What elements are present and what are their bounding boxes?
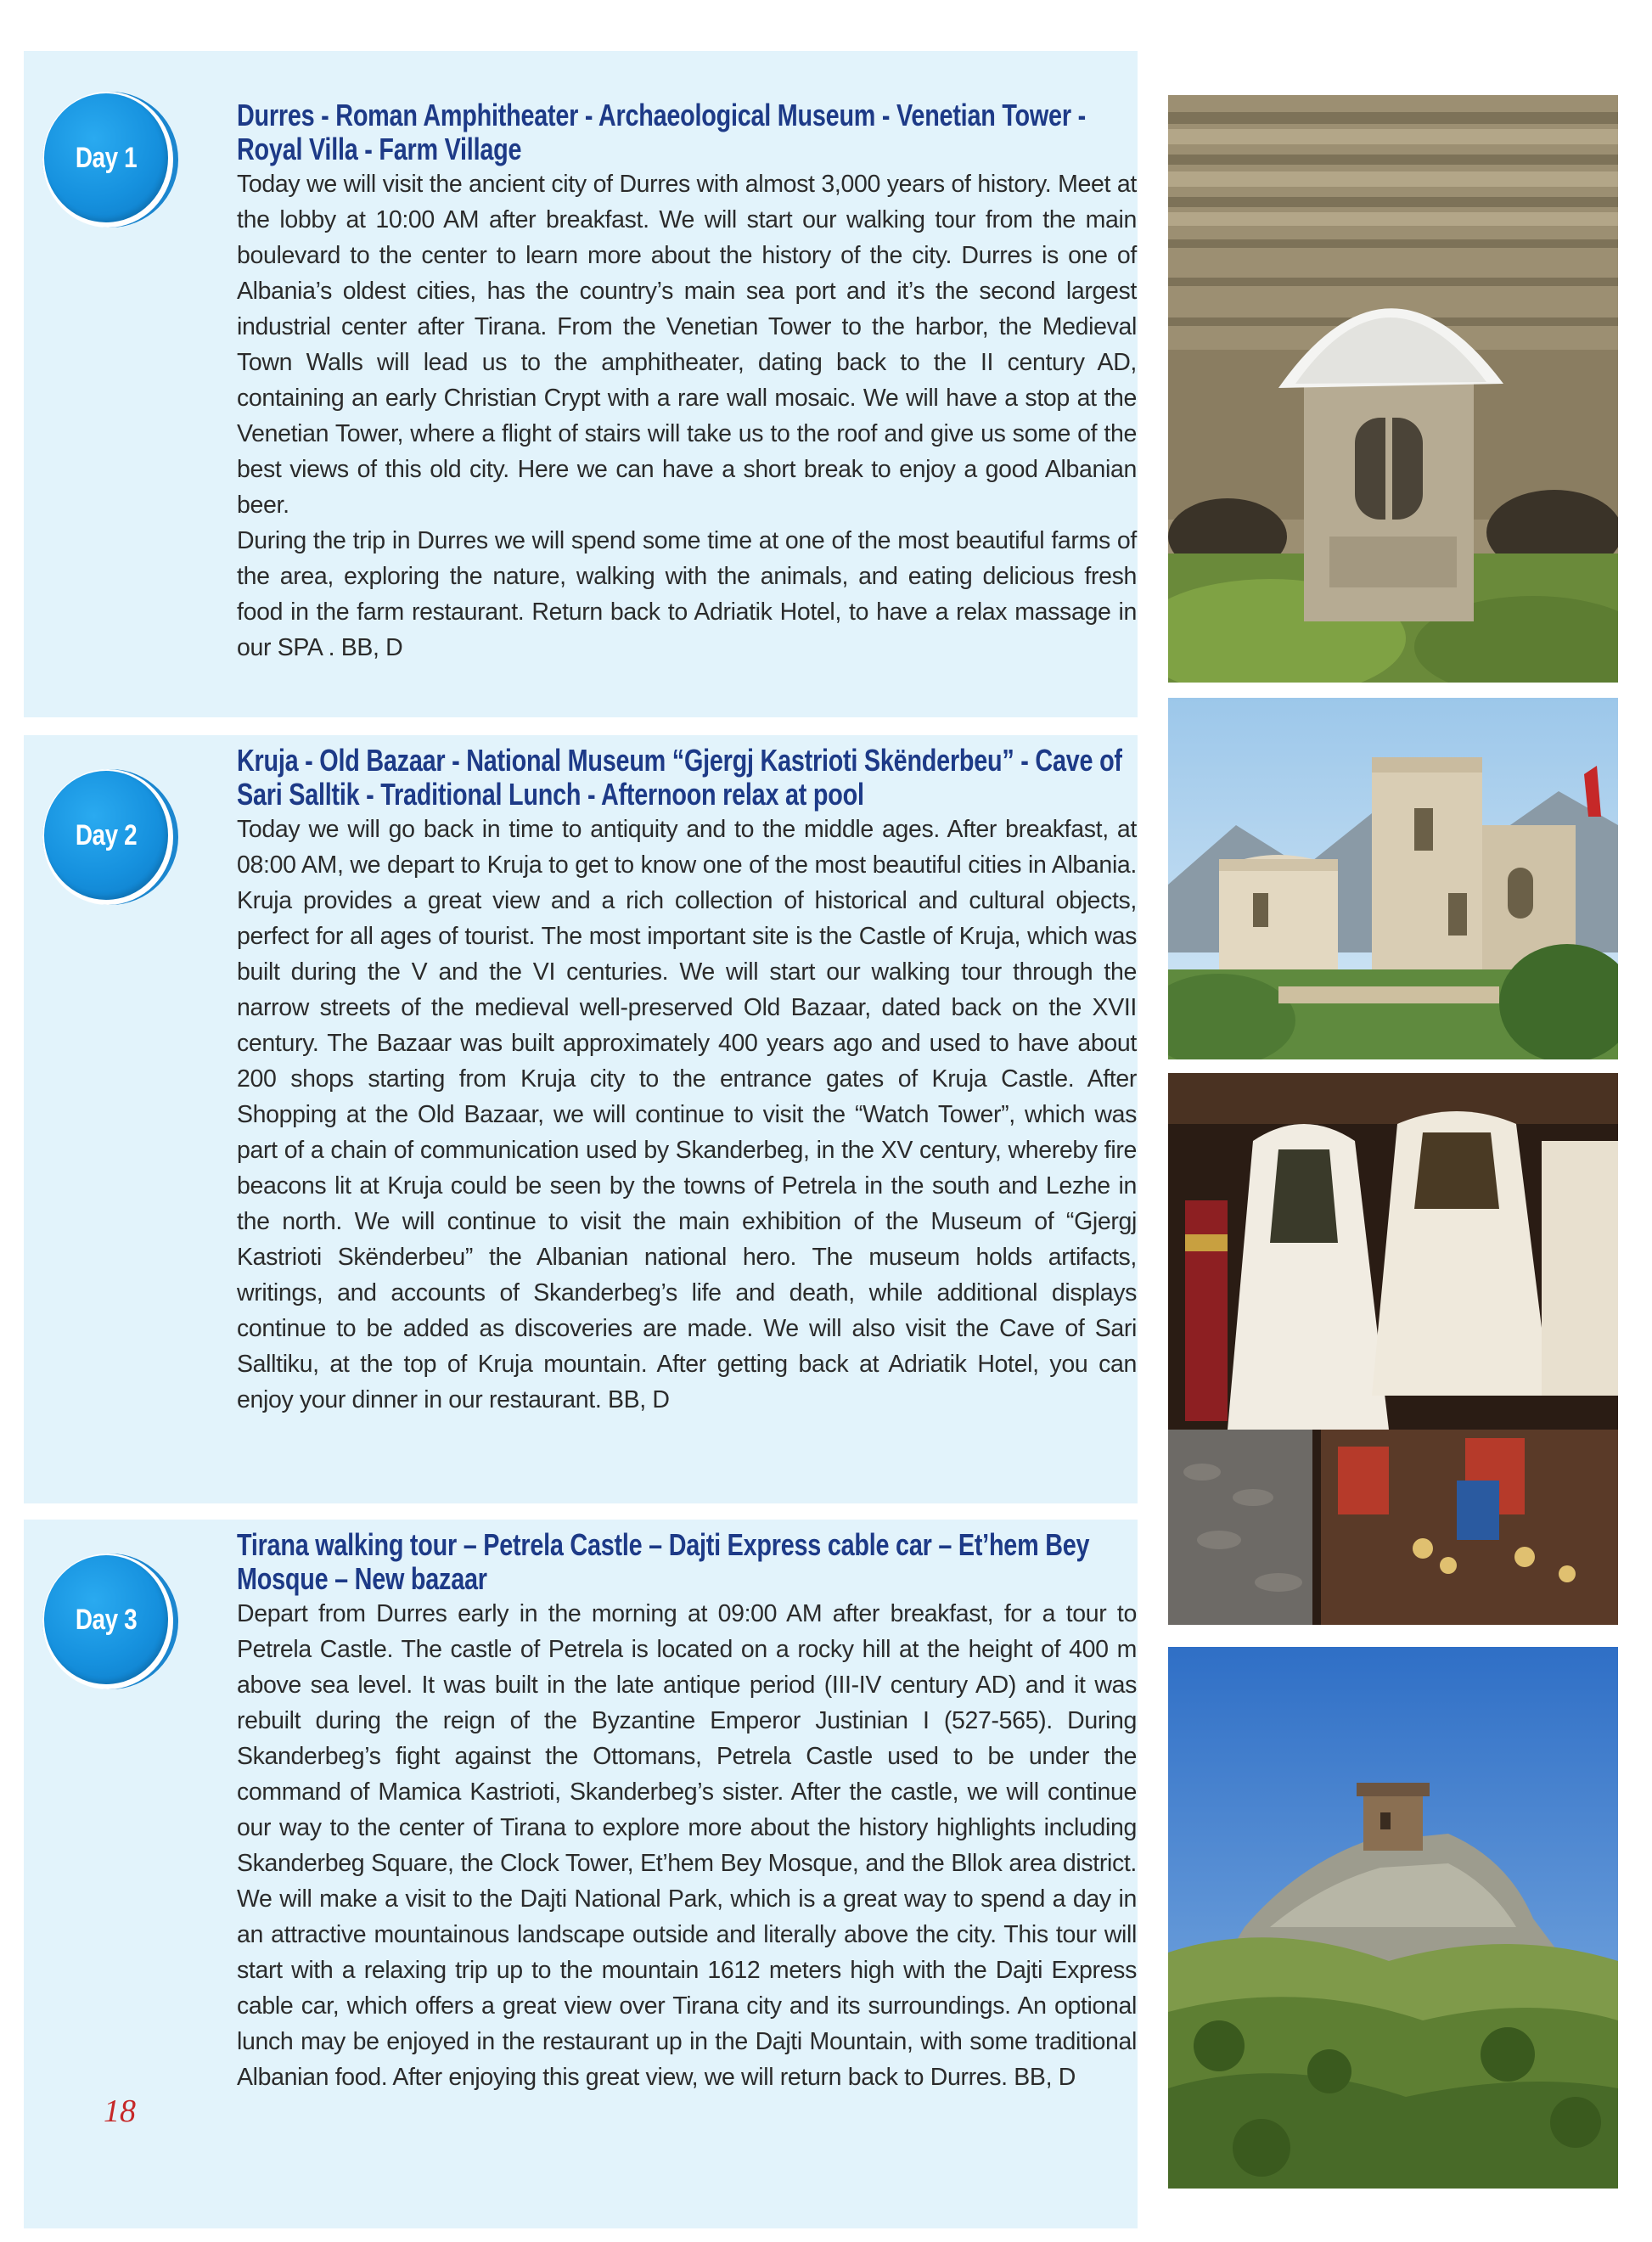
day-1-title: Durres - Roman Amphitheater - Archaeological Museum - Venetian Tower - Royal Villa - Farm Village [237,98,1086,166]
day-2-title: Kruja - Old Bazaar - National Museum “Gjergj Kastrioti Skënderbeu” - Cave of Sari Salltik - Traditional Lunch - Afternoon relax at pool [237,743,1122,812]
day-1-paragraph: Today we will visit the ancient city of Durres with almost 3,000 years of history. Meet at the lobby at 10:00 AM after breakfast. We will start our walking tour from the main boulevard to the center to learn more about the history of the city. Durres is one of Albania’s oldest cities, has the country’s main sea port and it’s the second largest industrial center after Tirana. From the Venetian Tower to the harbor, the Medieval Town Walls will lead us to the amphitheater, dating back to the II century AD, containing an early Christian Crypt with a rare wall mosaic. We will have a stop at the Venetian Tower, where a flight of stairs will take us to the roof and give us some of the best views of this old city. Here we can have a short break to enjoy a good Albanian beer. [237,171,1137,519]
day-3-badge-label: Day 3 [75,1603,138,1636]
day-1-badge-label: Day 1 [75,141,138,174]
day-1-body [237,166,1137,666]
petrela-castle-photo [1168,1647,1618,2189]
day-2-body [237,812,1137,1418]
amphitheater-photo [1168,95,1618,683]
kruja-castle-photo [1168,698,1618,1059]
day-1-paragraph: During the trip in Durres we will spend some time at one of the most beautiful farms of the area, exploring the nature, walking with the animals, and eating delicious fresh food in the farm restaurant. Return back to Adriatik Hotel, to have a relax massage in our SPA . BB, D [237,527,1137,661]
day-3-badge [42,1554,178,1689]
day-2-paragraph: Today we will go back in time to antiquity and to the middle ages. After breakfast, at 08:00 AM, we depart to Kruja to get to know one of the most beautiful cities in Albania. Kruja provides a great view and a rich collection of historical and cultural objects, perfect for all ages of tourist. The most important site is the Castle of Kruja, which was built during the V and the VI centuries. We will start our walking tour through the narrow streets of the medieval well-preserved Old Bazaar, dated back on the XVII century. The Bazaar was built approximately 400 years ago and used to have about 200 shops starting from Kruja city to the entrance gates of Kruja Castle. After Shopping at the Old Bazaar, we will continue to visit the “Watch Tower”, which was part of a chain of communication used by Skanderbeg, in the XV century, whereby fire beacons lit at Kruja could be seen by the towns of Petrela in the south and Lezhe in the north. We will continue to visit the main exhibition of the Museum of “Gjergj Kastrioti Skënderbeu” the Albanian national hero. The museum holds artifacts, writings, and accounts of Skanderbeg’s life and death, while additional displays continue to be added as discoveries are made. We will also visit the Cave of Sari Salltiku, at the top of Kruja mountain. After getting back at Adriatik Hotel, you can enjoy your dinner in our restaurant. BB, D [237,816,1137,1413]
page-number: 18 [104,2093,136,2129]
day-1-badge [42,92,178,228]
day-1-panel [24,51,1138,717]
day-3-panel [24,1520,1138,2228]
day-3-title: Tirana walking tour – Petrela Castle – Dajti Express cable car – Et’hem Bey Mosque – New bazaar [237,1527,1090,1596]
day-2-badge [42,769,178,905]
day-2-badge-label: Day 2 [75,818,138,851]
day-2-panel [24,735,1138,1503]
day-3-paragraph: Depart from Durres early in the morning at 09:00 AM after breakfast, for a tour to Petrela Castle. The castle of Petrela is located on a rocky hill at the height of 400 m above sea level. It was built in the late antique period (III-IV century AD) and it was rebuilt during the reign of the Byzantine Emperor Justinian I (527-565). During Skanderbeg’s fight against the Ottomans, Petrela Castle used to be under the command of Mamica Kastrioti, Skanderbeg’s sister. After the castle, we will continue our way to the center of Tirana to explore more about the history highlights including Skanderbeg Square, the Clock Tower, Et’hem Bey Mosque, and the Bllok area district. We will make a visit to the Dajti National Park, which is a great way to spend a day in an attractive mountainous landscape outside and literally above the city. This tour will start with a relaxing trip up to the mountain 1612 meters high with the Dajti Express cable car, which offers a great view over Tirana city and its surroundings. An optional lunch may be enjoyed in the restaurant up in the Dajti Mountain, with some traditional Albanian food. After enjoying this great view, we will return back to Durres. BB, D [237,1600,1137,2091]
day-3-body [237,1596,1137,2095]
old-bazaar-photo [1168,1073,1618,1625]
